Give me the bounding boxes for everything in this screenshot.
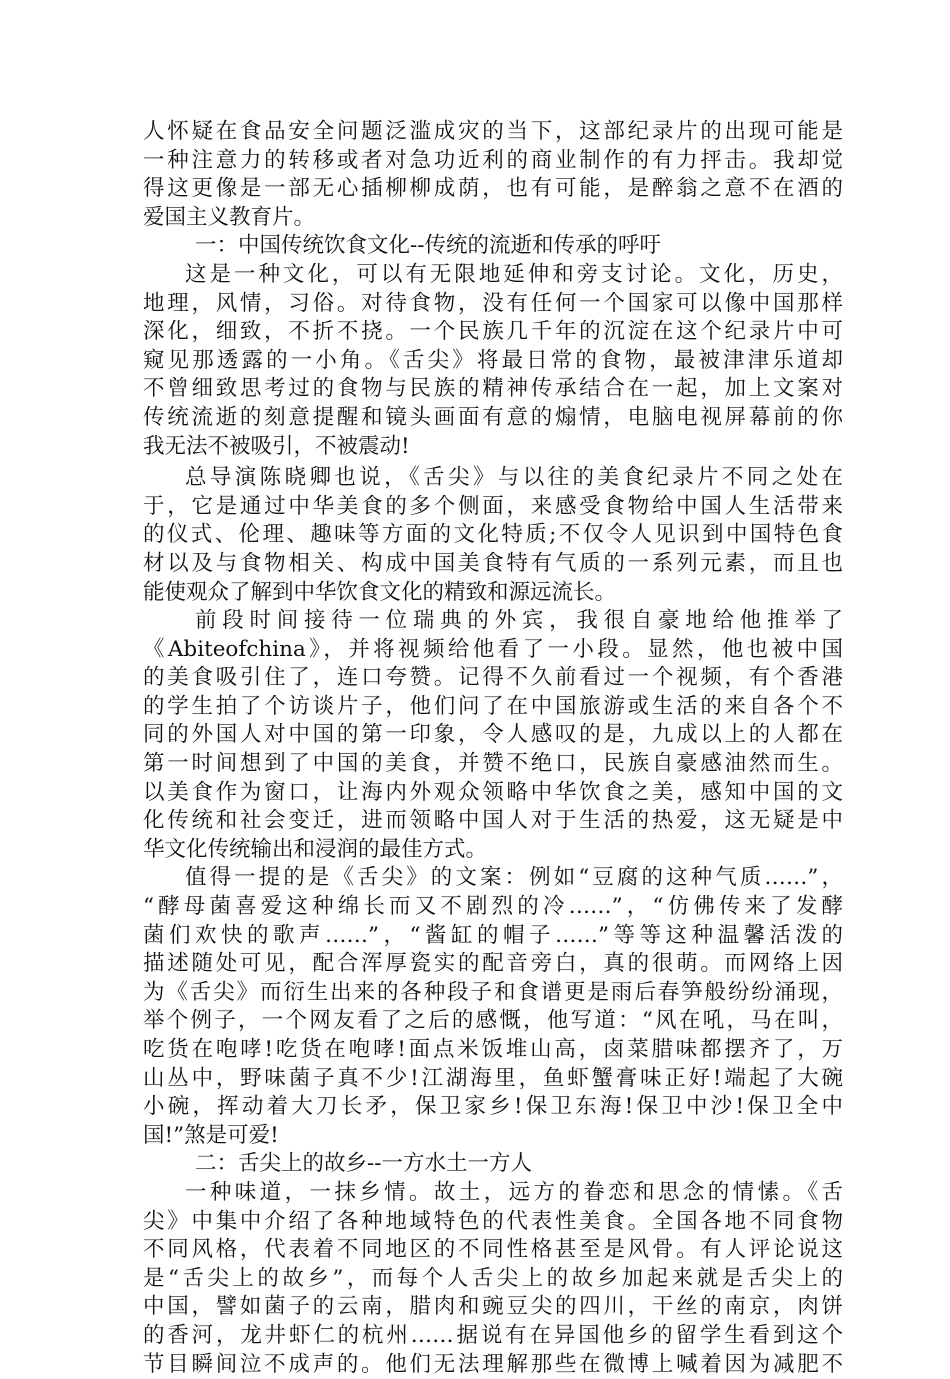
text-line: 前段时间接待一位瑞典的外宾，我很自豪地给他推举了 [195,608,843,634]
text-line: 第一时间想到了中国的美食，并赞不绝口，民族自豪感油然而生。 [143,751,843,777]
text-line: 深化，细致，不折不挠。一个民族几千年的沉淀在这个纪录片中可 [143,319,843,345]
text-line: 节目瞬间泣不成声的。他们无法理解那些在微博上喊着因为减肥不 [143,1351,843,1377]
text-line: 的美食吸引住了，连口夸赞。记得不久前看过一个视频，有个香港 [143,665,843,691]
text-line: 一：中国传统饮食文化--传统的流逝和传承的呼吁 [195,233,662,259]
text-line: 尖》中集中介绍了各种地域特色的代表性美食。全国各地不同食物 [143,1208,843,1234]
text-line: 窥见那透露的一小角。《舌尖》将最日常的食物，最被津津乐道却 [143,347,843,373]
text-line: 不同风格，代表着不同地区的不同性格甚至是风骨。有人评论说这 [143,1237,843,1263]
text-line: 一种注意力的转移或者对急功近利的商业制作的有力抨击。我却觉 [143,147,843,173]
text-line: 一种味道，一抹乡情。故土，远方的眷恋和思念的情愫。《舌 [185,1179,843,1205]
text-line: 小碗，挥动着大刀长矛，保卫家乡!保卫东海!保卫中沙!保卫全中 [143,1094,843,1120]
text-line: 二：舌尖上的故乡--一方水土一方人 [195,1151,533,1177]
text-line: 是“舌尖上的故乡”，而每个人舌尖上的故乡加起来就是舌尖上的 [143,1265,843,1291]
text-line: 国!”煞是可爱! [143,1122,279,1148]
document-page [143,118,843,1379]
text-line: “酵母菌喜爱这种绵长而又不剧烈的冷……”，“仿佛传来了发酵 [143,894,843,920]
text-line: 描述随处可见，配合浑厚瓷实的配音旁白，真的很萌。而网络上因 [143,951,843,977]
text-line: 地理，风情，习俗。对待食物，没有任何一个国家可以像中国那样 [143,290,843,316]
text-line: 的香河，龙井虾仁的杭州……据说有在异国他乡的留学生看到这个 [143,1322,843,1348]
text-line: 爱国主义教育片。 [143,204,316,230]
text-line: 华文化传统输出和浸润的最佳方式。 [143,836,488,862]
text-line: 总导演陈晓卿也说，《舌尖》与以往的美食纪录片不同之处在 [185,465,843,491]
text-line: 中国，譬如菌子的云南，腊肉和豌豆尖的四川，干丝的南京，肉饼 [143,1294,843,1320]
text-line: 山丛中，野味菌子真不少!江湖海里，鱼虾蟹膏味正好!端起了大碗 [143,1065,843,1091]
text-line: 不曾细致思考过的食物与民族的精神传承结合在一起，加上文案对 [143,376,843,402]
text-line: 为《舌尖》而衍生出来的各种段子和食谱更是雨后春笋般纷纷涌现， [143,979,843,1005]
text-line: 于，它是通过中华美食的多个侧面，来感受食物给中国人生活带来 [143,493,843,519]
text-line: 化传统和社会变迁，进而领略中国人对于生活的热爱，这无疑是中 [143,808,843,834]
text-line: 以美食作为窗口，让海内外观众领略中华饮食之美，感知中国的文 [143,779,843,805]
text-line: 的学生拍了个访谈片子，他们问了在中国旅游或生活的来自各个不 [143,693,843,719]
text-line: 《Abiteofchina》，并将视频给他看了一小段。显然，他也被中国 [143,636,843,662]
text-line: 能使观众了解到中华饮食文化的精致和源远流长。 [143,579,617,605]
text-line: 菌们欢快的歌声……”，“酱缸的帽子……”等等这种温馨活泼的 [143,922,843,948]
text-line: 的仪式、伦理、趣味等方面的文化特质;不仅令人见识到中国特色食 [143,522,843,548]
text-line: 传统流逝的刻意提醒和镜头画面有意的煽情，电脑电视屏幕前的你 [143,404,843,430]
text-line: 这是一种文化，可以有无限地延伸和旁支讨论。文化，历史， [185,261,843,287]
text-line: 吃货在咆哮!吃货在咆哮!面点米饭堆山高，卤菜腊味都摆齐了，万 [143,1037,843,1062]
text-line: 我无法不被吸引，不被震动! [143,433,410,459]
text-line: 同的外国人对中国的第一印象，令人感叹的是，九成以上的人都在 [143,722,843,748]
text-line: 得这更像是一部无心插柳柳成荫，也有可能，是醉翁之意不在酒的 [143,176,843,202]
text-line: 人怀疑在食品安全问题泛滥成灾的当下，这部纪录片的出现可能是 [143,119,843,144]
text-line: 材以及与食物相关、构成中国美食特有气质的一系列元素，而且也 [143,550,843,576]
text-line: 值得一提的是《舌尖》的文案：例如“豆腐的这种气质……”， [185,865,843,891]
text-line: 举个例子，一个网友看了之后的感慨，他写道：“风在吼，马在叫， [143,1008,843,1034]
